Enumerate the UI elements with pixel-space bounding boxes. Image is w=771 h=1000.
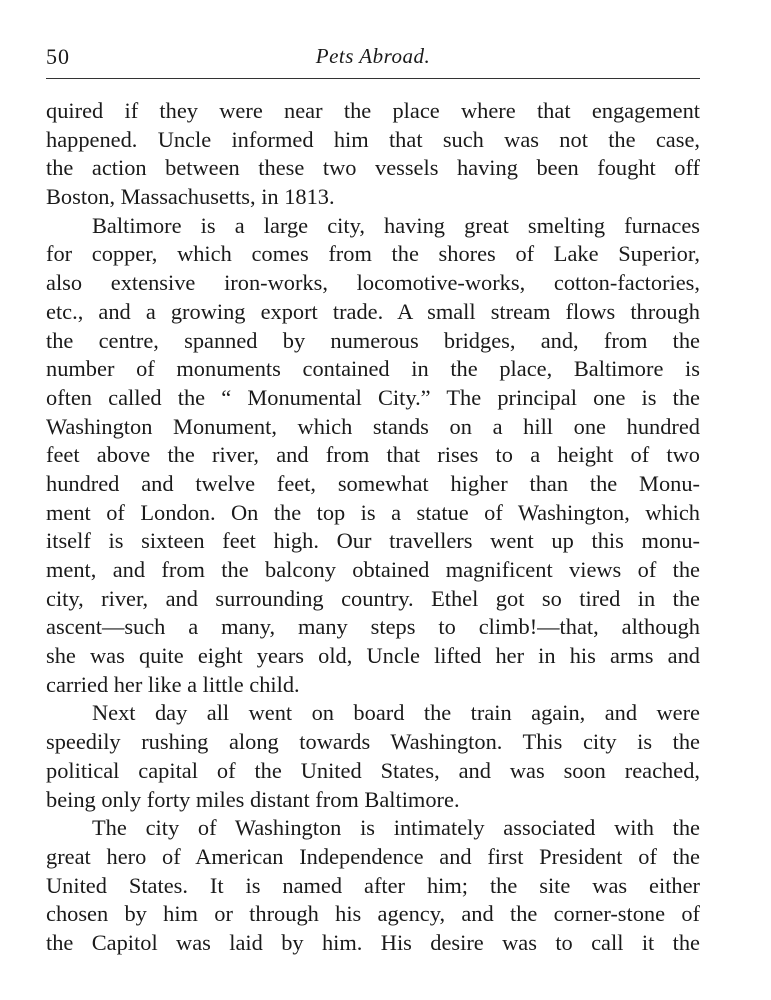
text-line: ment of London. On the top is a statue of Washington, which (46, 499, 700, 525)
text-line: often called the “ Monumental City.” The principal one is the (46, 384, 700, 410)
book-page (46, 38, 700, 958)
text-line: Baltimore is a large city, having great smelting furnaces (92, 212, 700, 238)
text-line: United States. It is named after him; the site was either (46, 872, 700, 898)
text-line: number of monuments contained in the place, Baltimore is (46, 356, 700, 382)
text-line: chosen by him or through his agency, and the corner-stone of (46, 901, 700, 927)
text-line: she was quite eight years old, Uncle lifted her in his arms and (46, 643, 700, 669)
header-rule (46, 78, 700, 79)
text-line: for copper, which comes from the shores of Lake Superior, (46, 241, 700, 267)
text-line: feet above the river, and from that rises to a height of two (46, 442, 700, 468)
text-line: The city of Washington is intimately associated with the (92, 815, 700, 841)
text-line: etc., and a growing export trade. A small stream flows through (46, 298, 700, 324)
text-line: ascent—such a many, many steps to climb!—that, although (46, 614, 700, 640)
running-title: Pets Abroad. (315, 44, 431, 68)
text-line: happened. Uncle informed him that such was not the case, (46, 126, 700, 152)
text-line: the Capitol was laid by him. His desire was to call it the (46, 929, 700, 955)
text-line: quired if they were near the place where that engagement (46, 98, 700, 123)
text-line: also extensive iron-works, locomotive-works, cotton-factories, (46, 270, 700, 296)
text-line: city, river, and surrounding country. Ethel got so tired in the (46, 585, 700, 611)
text-line: great hero of American Independence and first President of the (46, 843, 700, 869)
text-line: speedily rushing along towards Washington. This city is the (46, 729, 700, 755)
text-line: political capital of the United States, and was soon reached, (46, 757, 700, 783)
text-line: ment, and from the balcony obtained magnificent views of the (46, 557, 700, 582)
body-text (46, 97, 700, 958)
text-line: itself is sixteen feet high. Our travellers went up this monu- (46, 528, 700, 554)
text-line: the centre, spanned by numerous bridges, and, from the (46, 327, 700, 353)
text-line: Washington Monument, which stands on a hill one hundred (46, 413, 700, 439)
page-header (46, 38, 700, 74)
text-line: carried her like a little child. (46, 671, 300, 697)
text-line: hundred and twelve feet, somewhat higher than the Monu- (46, 470, 700, 496)
text-line: being only forty miles distant from Baltimore. (46, 786, 460, 812)
page-number: 50 (46, 44, 70, 69)
text-line: Next day all went on board the train again, and were (92, 700, 700, 726)
text-line: Boston, Massachusetts, in 1813. (46, 184, 335, 210)
text-line: the action between these two vessels having been fought off (46, 155, 700, 181)
